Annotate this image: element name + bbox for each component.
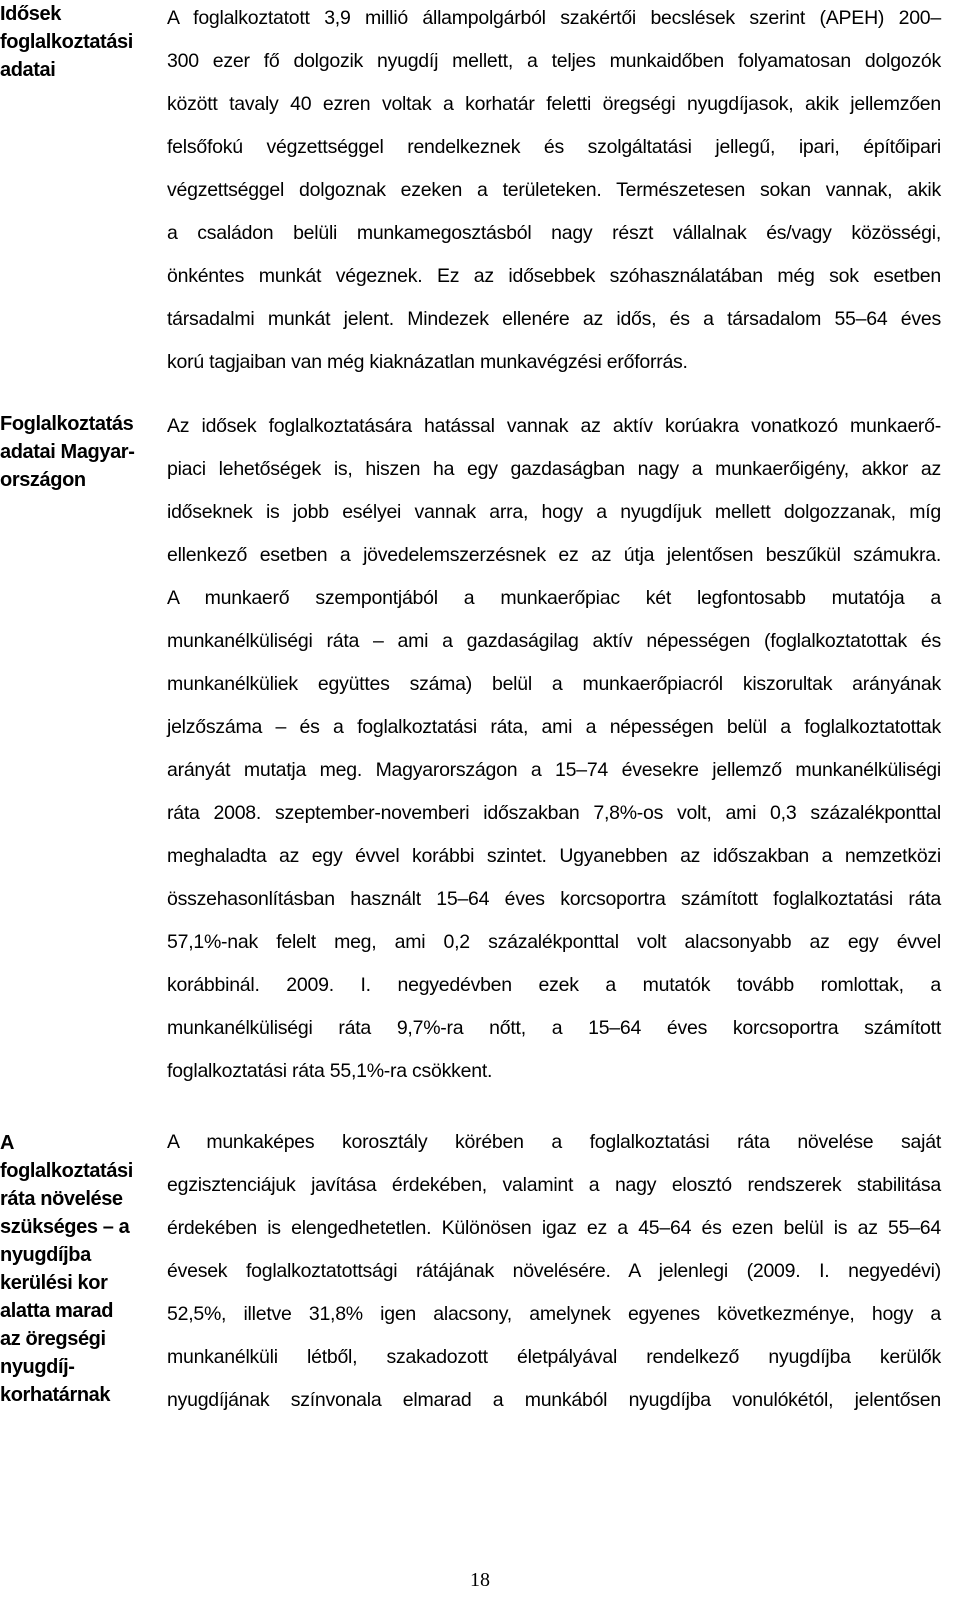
text-line: foglalkoztatási ráta 55,1%-ra csökkent. <box>167 1060 493 1082</box>
text-line: ráta 2008. szeptember-novemberi időszakban 7,8%-os volt, ami 0,3 százalékponttal <box>167 802 941 824</box>
side-heading-employment-rate-increase <box>0 1129 145 1409</box>
side-heading-line: alatta marad <box>0 1300 114 1322</box>
text-line: meghaladta az egy évvel korábbi szintet. Ugyanebben az időszakban a nemzetközi <box>167 845 941 867</box>
side-heading-elderly-employment <box>0 0 145 84</box>
text-line: 52,5%, illetve 31,8% igen alacsony, amelynek egyenes következménye, hogy a <box>167 1303 941 1325</box>
side-heading-employment-hungary <box>0 410 145 494</box>
side-heading-line: az öregségi <box>0 1328 106 1350</box>
text-line: érdekében is elengedhetetlen. Különösen igaz ez a 45–64 és ezen belül is az 55–64 <box>167 1217 941 1239</box>
text-line: A munkaerő szempontjából a munkaerőpiac két legfontosabb mutatója a <box>167 587 941 609</box>
paragraph-elderly-employment <box>167 0 941 384</box>
page-number: 18 <box>470 1569 490 1591</box>
text-line: ellenkező esetben a jövedelemszerzésnek ez az útja jelentősen beszűkül számukra. <box>167 544 941 566</box>
side-heading-line: foglalkoztatási <box>0 31 133 53</box>
text-line: A munkaképes korosztály körében a foglalkoztatási ráta növelése saját <box>167 1131 941 1153</box>
text-line: felsőfokú végzettséggel rendelkeznek és szolgáltatási jellegű, ipari, építőipari <box>167 136 941 158</box>
side-heading-line: országon <box>0 469 86 491</box>
side-heading-line: Foglalkoztatás <box>0 413 134 435</box>
side-heading-line: nyugdíjba <box>0 1244 91 1266</box>
text-line: arányát mutatja meg. Magyarországon a 15–74 évesekre jellemző munkanélküliségi <box>167 759 941 781</box>
text-line: A foglalkoztatott 3,9 millió állampolgárból szakértői becslések szerint (APEH) 200– <box>167 7 941 29</box>
text-line: munkanélküliségi ráta – ami a gazdaságilag aktív népességen (foglalkoztatottak és <box>167 630 941 652</box>
side-heading-line: A <box>0 1132 15 1154</box>
text-line: korú tagjaiban van még kiaknázatlan munkavégzési erőforrás. <box>167 351 688 373</box>
side-heading-line: foglalkoztatási <box>0 1160 133 1182</box>
text-line: összehasonlításban használt 15–64 éves korcsoportra számított foglalkoztatási ráta <box>167 888 941 910</box>
text-line: 300 ezer fő dolgozik nyugdíj mellett, a teljes munkaidőben folyamatosan dolgozók <box>167 50 941 72</box>
text-line: társadalmi munkát jelent. Mindezek ellenére az idős, és a társadalom 55–64 éves <box>167 308 941 330</box>
text-line: egzisztenciájuk javítása érdekében, valamint a nagy elosztó rendszerek stabilitása <box>167 1174 941 1196</box>
side-heading-line: Idősek <box>0 3 61 25</box>
text-line: 57,1%-nak felelt meg, ami 0,2 százalékponttal volt alacsonyabb az egy évvel <box>167 931 941 953</box>
text-line: munkanélküli létből, szakadozott életpályával rendelkező nyugdíjba kerülők <box>167 1346 941 1368</box>
text-line: jelzőszáma – és a foglalkoztatási ráta, ami a népességen belül a foglalkoztatottak <box>167 716 941 738</box>
text-line: évesek foglalkoztatottsági rátájának növelésére. A jelenlegi (2009. I. negyedévi) <box>167 1260 941 1282</box>
text-line: végzettséggel dolgoznak ezeken a területeken. Természetesen sokan vannak, akik <box>167 179 941 201</box>
text-line: piaci lehetőségek is, hiszen ha egy gazdaságban nagy a munkaerőigény, akkor az <box>167 458 941 480</box>
side-heading-line: ráta növelése <box>0 1188 123 1210</box>
text-line: munkanélküliek együttes száma) belül a munkaerőpiacról kiszorultak arányának <box>167 673 941 695</box>
side-heading-line: adatai Magyar- <box>0 441 135 463</box>
side-heading-line: kerülési kor <box>0 1272 108 1294</box>
text-line: a családon belüli munkamegosztásból nagy részt vállalnak és/vagy közösségi, <box>167 222 941 244</box>
text-line: munkanélküliségi ráta 9,7%-ra nőtt, a 15–64 éves korcsoportra számított <box>167 1017 941 1039</box>
text-line: Az idősek foglalkoztatására hatással vannak az aktív korúakra vonatkozó munkaerő- <box>167 415 941 437</box>
side-heading-line: szükséges – a <box>0 1216 130 1238</box>
text-line: között tavaly 40 ezren voltak a korhatár feletti öregségi nyugdíjasok, akik jellemzően <box>167 93 941 115</box>
text-line: korábbinál. 2009. I. negyedévben ezek a mutatók tovább romlottak, a <box>167 974 941 996</box>
text-line: nyugdíjának színvonala elmarad a munkából nyugdíjba vonulókétól, jelentősen <box>167 1389 941 1411</box>
text-line: időseknek is jobb esélyei vannak arra, hogy a nyugdíjuk mellett dolgozzanak, míg <box>167 501 941 523</box>
side-heading-line: korhatárnak <box>0 1384 111 1406</box>
paragraph-employment-hungary <box>167 405 941 1093</box>
paragraph-employment-rate-increase <box>167 1121 941 1422</box>
side-heading-line: nyugdíj- <box>0 1356 75 1378</box>
text-line: önkéntes munkát végeznek. Ez az idősebbek szóhasználatában még sok esetben <box>167 265 941 287</box>
side-heading-line: adatai <box>0 59 56 81</box>
